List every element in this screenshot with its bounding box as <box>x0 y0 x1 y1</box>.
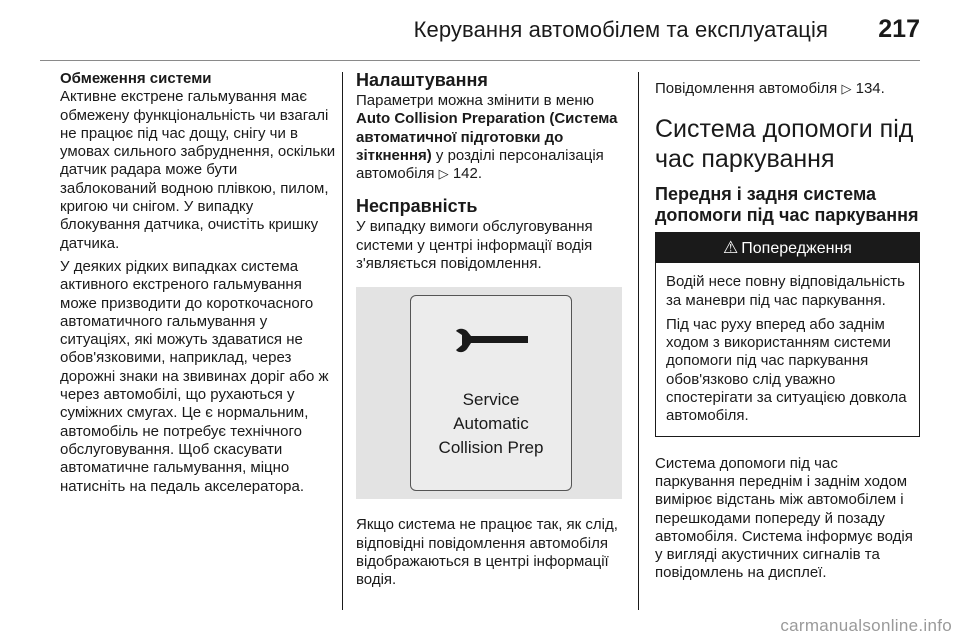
fault-heading: Несправність <box>356 196 478 217</box>
warning-box <box>655 232 920 436</box>
parking-assist-description: Система допомоги під час паркування переднім і заднім ходом вимірює відстань між автомобілем і перешкодами попереду й позаду автомобіля. Система інформує водія у вигляді акустичних сигналів та повідомлень на дисплеї. <box>655 454 913 582</box>
settings-ref-page: 142. <box>452 165 483 183</box>
warning-title: Попередження <box>741 240 852 258</box>
wrench-icon <box>454 328 530 354</box>
warning-text-1: Водій несе повну відповідальність за маневри під час паркування. <box>666 273 905 309</box>
after-figure-text: Якщо система не працює так, як слід, відповідні повідомлення автомобіля відображаються в центрі інформації водія. <box>356 516 618 589</box>
header-title: Керування автомобілем та експлуатація <box>413 17 828 42</box>
page-header <box>0 0 960 62</box>
limitations-text-2: У деяких рідких випадках система активного екстреного гальмування може призводити до короткочасного автоматичного гальмування у ситуаціях, які можуть здаватися не обов'язковими, наприклад, через дорожні знаки на звивинах доріг або ж через автомобілі, що рухаються у суміжних смугах. Це є нормальним, автомобіль не потребує технічного обслуговування. Щоб скасувати автоматичне гальмування, міцно натисніть на педаль акселератора. <box>60 257 329 495</box>
page-ref-arrow-icon-2: ▷ <box>841 81 852 96</box>
warning-text-2: Під час руху вперед або заднім ходом з використанням системи допомоги під час паркування обов'язково слід уважно спостерігати за ситуацією довкола автомобіля. <box>666 315 907 425</box>
settings-menu-name: Auto Collision Preparation (Система автоматичної підготовки до зіткнення) <box>356 110 618 164</box>
limitations-block <box>60 70 336 253</box>
vehicle-messages-ref <box>655 80 920 98</box>
page-number: 217 <box>878 15 920 43</box>
column-2 <box>356 70 628 595</box>
service-message-figure <box>356 287 622 499</box>
service-line-3: Collision Prep <box>438 438 544 458</box>
warning-body <box>656 263 919 435</box>
ref-page: 134. <box>855 80 885 97</box>
settings-text-1: Параметри можна змінити в меню <box>356 92 594 109</box>
section-title: Система допомоги під час паркування <box>655 115 914 174</box>
header-divider <box>40 60 920 61</box>
column-divider-2 <box>638 72 639 610</box>
settings-heading: Налаштування <box>356 70 488 90</box>
column-divider-1 <box>342 72 343 610</box>
column-3 <box>655 80 920 588</box>
watermark: carmanualsonline.info <box>780 616 952 635</box>
column-1 <box>60 70 336 501</box>
service-line-1: Service <box>462 390 520 410</box>
limitations-heading: Обмеження системи <box>60 70 212 87</box>
settings-text-2: у розділі персоналізація автомобіля <box>356 146 604 183</box>
service-message-text <box>411 388 571 460</box>
page-ref-arrow-icon: ▷ <box>438 166 449 182</box>
subsection-title: Передня і задня система допомоги під час паркування <box>655 184 919 226</box>
ref-text: Повідомлення автомобіля <box>655 80 838 97</box>
fault-text: У випадку вимоги обслуговування системи у центрі інформації водія з'являється повідомлення. <box>356 218 593 273</box>
limitations-text: Активне екстрене гальмування має обмежену функціональність чи взагалі не працює під час дощу, снігу чи в умовах сильного забруднення, оскільки датчик радара може бути заблокований водною плівкою, пилом, кригою чи снігом. У випадку блокування датчика, очистіть кришку датчика. <box>60 88 336 252</box>
info-display-screen <box>410 295 572 491</box>
warning-header <box>656 233 919 263</box>
settings-paragraph <box>356 92 628 183</box>
warning-triangle-icon: ⚠ <box>723 238 739 258</box>
service-line-2: Automatic <box>453 414 529 434</box>
